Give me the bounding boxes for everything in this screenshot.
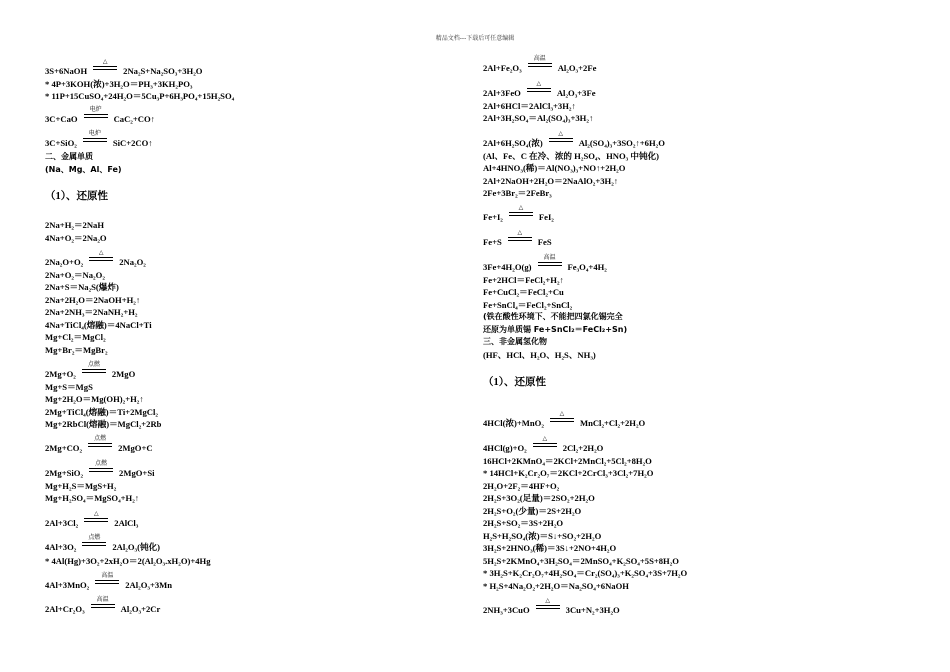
reactants: 3Fe+4H₂O(g) bbox=[483, 262, 532, 272]
equation-line: 2H₂S+SO₂＝3S+2H₂O bbox=[483, 518, 564, 528]
products: Al₂O₃+2Fe bbox=[557, 63, 597, 73]
reactants: 2Mg+SiO₂ bbox=[45, 468, 84, 478]
reactants: 2Al+3Cl₂ bbox=[45, 518, 79, 528]
double-line bbox=[527, 88, 551, 92]
equation-line bbox=[483, 435, 604, 453]
condition-label: 高温 bbox=[533, 55, 546, 62]
products: Al₂O₃+2Cr bbox=[120, 604, 161, 614]
products: SiC+2CO↑ bbox=[112, 138, 153, 148]
reactants: 2Al+Fe₂O₃ bbox=[483, 63, 522, 73]
equation-line: Fe+CuCl₂＝FeCl₂+Cu bbox=[483, 287, 564, 297]
products: Fe₃O₄+4H₂ bbox=[567, 262, 607, 272]
equation-line: Fe+SnCl₄＝FeCl₂+SnCl₂ bbox=[483, 300, 573, 310]
condition-sign bbox=[536, 597, 560, 615]
condition-label: 高温 bbox=[543, 254, 556, 261]
equation-line bbox=[483, 204, 554, 222]
reactants: Fe+I₂ bbox=[483, 212, 503, 222]
double-line bbox=[550, 418, 574, 422]
products: 2Na₂O₂ bbox=[119, 257, 146, 267]
equation-line: 2H₂O+2F₂＝4HF+O₂ bbox=[483, 481, 560, 491]
double-line bbox=[91, 604, 115, 608]
products: 2Al₂O₃(钝化) bbox=[112, 542, 160, 552]
equation-line: 16HCl+2KMnO₄＝2KCl+2MnCl₂+5Cl₂+8H₂O bbox=[483, 456, 652, 466]
double-line bbox=[93, 66, 117, 70]
condition-label: △ bbox=[93, 510, 99, 517]
double-line bbox=[89, 468, 113, 472]
products: 2MgO+Si bbox=[119, 468, 155, 478]
products: 2AlCl₃ bbox=[114, 518, 139, 528]
reactants: 2Al+Cr₂O₃ bbox=[45, 604, 85, 614]
equation-line bbox=[45, 460, 155, 478]
equation-line: 5H₂S+2KMnO₄+3H₂SO₄＝2MnSO₄+K₂SO₄+5S+8H₂O bbox=[483, 556, 679, 566]
condition-label: △ bbox=[517, 229, 523, 236]
double-line bbox=[84, 518, 108, 522]
condition-sign bbox=[549, 130, 573, 148]
double-line bbox=[536, 605, 560, 609]
double-line bbox=[538, 262, 562, 266]
condition-sign bbox=[89, 460, 113, 478]
condition-sign bbox=[83, 130, 107, 148]
equation-line: 2Na+2H₂O＝2NaOH+H₂↑ bbox=[45, 295, 141, 305]
products: MnCl₂+Cl₂+2H₂O bbox=[579, 418, 646, 428]
condition-label: △ bbox=[102, 58, 108, 65]
reactants: 2Na₂O+O₂ bbox=[45, 257, 84, 267]
equation-line: 4Na+TiCl₄(熔融)＝4NaCl+Ti bbox=[45, 320, 152, 330]
equation-line bbox=[483, 80, 596, 98]
equation-line: 2Na+H₂＝2NaH bbox=[45, 220, 105, 230]
equation-line: 2Fe+3Br₂＝2FeBr₃ bbox=[483, 188, 552, 198]
condition-label: 点燃 bbox=[94, 435, 107, 442]
condition-sign bbox=[538, 254, 562, 272]
condition-label: 点燃 bbox=[88, 534, 101, 541]
reactants: 2Mg+CO₂ bbox=[45, 443, 83, 453]
equation-line bbox=[483, 130, 665, 148]
condition-label: 电炉 bbox=[89, 106, 102, 113]
section-heading: （1）、还原性 bbox=[45, 191, 108, 202]
equation-line bbox=[45, 130, 153, 148]
condition-label: △ bbox=[558, 130, 564, 137]
equation-line bbox=[45, 58, 203, 76]
equation-line: H₂S+H₂SO₄(浓)＝S↓+SO₂+2H₂O bbox=[483, 531, 602, 541]
double-line bbox=[549, 138, 573, 142]
equation-line: (铁在酸性环境下、不能把四氯化锡完全 bbox=[483, 312, 623, 321]
equation-line: * 4Al(Hg)+3O₂+2xH₂O＝2(Al₂O₃.xH₂O)+4Hg bbox=[45, 556, 211, 566]
condition-label: 高温 bbox=[101, 572, 114, 579]
condition-sign bbox=[509, 204, 533, 222]
double-line bbox=[88, 443, 112, 447]
equation-line: Mg+Cl₂＝MgCl₂ bbox=[45, 332, 106, 342]
double-line bbox=[83, 138, 107, 142]
equation-line bbox=[483, 55, 597, 73]
condition-sign bbox=[82, 361, 106, 379]
equation-line bbox=[483, 410, 646, 428]
reactants: 4HCl(浓)+MnO₂ bbox=[483, 418, 544, 428]
condition-label: 点燃 bbox=[87, 361, 100, 368]
equation-line: Mg+Br₂＝MgBr₂ bbox=[45, 345, 108, 355]
equation-line: 4Na+O₂＝2Na₂O bbox=[45, 233, 107, 243]
condition-label: 电炉 bbox=[88, 130, 101, 137]
condition-sign bbox=[91, 596, 115, 614]
equation-line: 2Na+O₂＝Na₂O₂ bbox=[45, 270, 105, 280]
condition-sign bbox=[508, 229, 532, 247]
condition-sign bbox=[84, 510, 108, 528]
reactants: 4Al+3MnO₂ bbox=[45, 580, 90, 590]
products: 2Al₂O₃+3Mn bbox=[125, 580, 173, 590]
condition-sign bbox=[93, 58, 117, 76]
equation-line bbox=[45, 361, 136, 379]
section-heading: （1）、还原性 bbox=[483, 377, 546, 388]
equation-line: (Al、Fe、C 在冷、浓的 H₂SO₄、HNO₃ 中钝化) bbox=[483, 151, 660, 161]
products: Al₂O₃+3Fe bbox=[556, 88, 596, 98]
products: FeI₂ bbox=[538, 212, 554, 222]
reactants: 3S+6NaOH bbox=[45, 66, 88, 76]
condition-label: △ bbox=[542, 435, 548, 442]
reactants: Fe+S bbox=[483, 237, 502, 247]
equation-line: Al+4HNO₃(稀)＝Al(NO₃)₃+NO↑+2H₂O bbox=[483, 163, 626, 173]
reactants: 4HCl(g)+O₂ bbox=[483, 443, 527, 453]
double-line bbox=[508, 237, 532, 241]
equation-line: 还原为单质锡 Fe+SnCl₂＝FeCl₂+Sn) bbox=[483, 325, 628, 334]
condition-sign bbox=[550, 410, 574, 428]
condition-label: 点燃 bbox=[95, 460, 108, 467]
condition-label: 高温 bbox=[96, 596, 109, 603]
condition-label: △ bbox=[518, 204, 524, 211]
equation-line bbox=[483, 229, 552, 247]
equation-line: Mg+2RbCl(熔融)＝MgCl₂+2Rb bbox=[45, 419, 162, 429]
equation-line: 2Al+2NaOH+2H₂O＝2NaAlO₂+3H₂↑ bbox=[483, 176, 619, 186]
products: 3Cu+N₂+3H₂O bbox=[565, 605, 620, 615]
double-line bbox=[95, 580, 119, 584]
reactants: 2Al+6H₂SO₄(浓) bbox=[483, 138, 543, 148]
equation-line: Mg+2H₂O＝Mg(OH)₂+H₂↑ bbox=[45, 394, 144, 404]
reactants: 2Al+3FeO bbox=[483, 88, 521, 98]
double-line bbox=[533, 443, 557, 447]
equation-line: 2Na+S＝Na₂S(爆炸) bbox=[45, 282, 119, 292]
equation-line bbox=[45, 596, 161, 614]
condition-sign bbox=[528, 55, 552, 73]
condition-label: △ bbox=[559, 410, 565, 417]
equation-line bbox=[45, 435, 153, 453]
equation-line: 二、金属单质 bbox=[45, 152, 93, 161]
reactants: 3C+SiO₂ bbox=[45, 138, 77, 148]
condition-sign bbox=[82, 534, 106, 552]
equation-line bbox=[483, 254, 607, 272]
equation-line: 2Al+3H₂SO₄＝Al₂(SO₄)₃+3H₂↑ bbox=[483, 113, 594, 123]
equation-line bbox=[45, 510, 139, 528]
equation-line bbox=[483, 597, 620, 615]
double-line bbox=[82, 542, 106, 546]
reactants: 2Mg+O₂ bbox=[45, 369, 76, 379]
products: FeS bbox=[537, 237, 552, 247]
equation-line: 2Na+2NH₃＝2NaNH₂+H₂ bbox=[45, 307, 138, 317]
reactants: 4Al+3O₂ bbox=[45, 542, 77, 552]
equation-line: * 3H₂S+K₂Cr₂O₇+4H₂SO₄＝Cr₂(SO₄)₃+K₂SO₄+3S+7H₂O bbox=[483, 568, 688, 578]
equation-line: * 14HCl+K₂Cr₂O₇＝2KCl+2CrCl₃+3Cl₂+7H₂O bbox=[483, 468, 654, 478]
reactants: 3C+CaO bbox=[45, 114, 78, 124]
equation-line: (HF、HCl、H₂O、H₂S、NH₃) bbox=[483, 350, 596, 360]
condition-label: △ bbox=[545, 597, 550, 604]
equation-line: 三、非金属氢化物 bbox=[483, 337, 547, 346]
products: 2Cl₂+2H₂O bbox=[562, 443, 604, 453]
equation-line: 2H₂S+O₂(少量)＝2S+2H₂O bbox=[483, 506, 582, 516]
products: CaC₂+CO↑ bbox=[113, 114, 155, 124]
equation-line: (Na、Mg、Al、Fe) bbox=[45, 165, 122, 174]
condition-label: △ bbox=[98, 249, 104, 256]
equation-line: * H₂S+4Na₂O₂+2H₂O＝Na₂SO₄+6NaOH bbox=[483, 581, 629, 591]
equation-line: 2Al+6HCl＝2AlCl₃+3H₂↑ bbox=[483, 101, 576, 111]
double-line bbox=[84, 114, 108, 118]
equation-line: Mg+H₂SO₄＝MgSO₄+H₂↑ bbox=[45, 493, 140, 503]
products: 2MgO+C bbox=[118, 443, 153, 453]
equation-line: Mg+H₂S＝MgS+H₂ bbox=[45, 481, 117, 491]
condition-sign bbox=[527, 80, 551, 98]
condition-label: △ bbox=[536, 80, 542, 87]
equation-line: 3H₂S+2HNO₃(稀)＝3S↓+2NO+4H₂O bbox=[483, 543, 617, 553]
equation-line: 2Mg+TiCl₄(熔融)＝Ti+2MgCl₂ bbox=[45, 407, 158, 417]
condition-sign bbox=[95, 572, 119, 590]
products: Al₂(SO₄)₃+3SO₂↑+6H₂O bbox=[578, 138, 665, 148]
double-line bbox=[82, 369, 106, 373]
products: 2Na₂S+Na₂SO₃+3H₂O bbox=[123, 66, 203, 76]
double-line bbox=[528, 63, 552, 67]
products: 2MgO bbox=[111, 369, 136, 379]
equation-line bbox=[45, 249, 146, 267]
equation-line bbox=[45, 534, 160, 552]
condition-sign bbox=[84, 106, 108, 124]
equation-line: * 4P+3KOH(浓)+3H₂O＝PH₃+3KH₂PO₃ bbox=[45, 79, 193, 89]
equation-line bbox=[45, 572, 173, 590]
equation-line: * 11P+15CuSO₄+24H₂O＝5Cu₃P+6H₃PO₄+15H₂SO₄ bbox=[45, 91, 235, 101]
page-header: 精品文档---下载后可任意编辑 bbox=[435, 35, 515, 42]
reactants: 2NH₃+3CuO bbox=[483, 605, 530, 615]
equation-line: 2H₂S+3O₂(足量)＝2SO₂+2H₂O bbox=[483, 493, 595, 503]
double-line bbox=[89, 257, 113, 261]
equation-line: Mg+S＝MgS bbox=[45, 382, 93, 392]
double-line bbox=[509, 212, 533, 216]
condition-sign bbox=[88, 435, 112, 453]
condition-sign bbox=[89, 249, 113, 267]
equation-line: Fe+2HCl＝FeCl₂+H₂↑ bbox=[483, 275, 564, 285]
condition-sign bbox=[533, 435, 557, 453]
equation-line bbox=[45, 106, 155, 124]
